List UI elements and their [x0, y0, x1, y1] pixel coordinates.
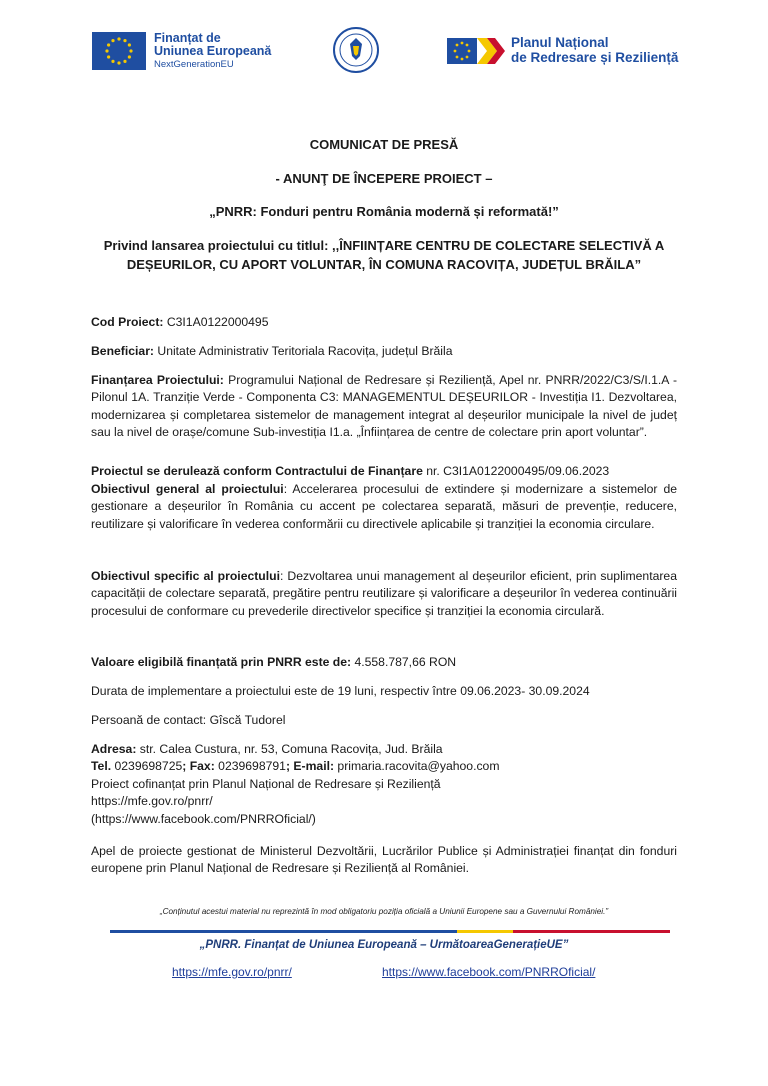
general-objective: Obiectivul general al proiectului: Accelerarea procesului de extindere și modernizare a sistemelor de gestionare a deșeurilor în România cu accent pe colectarea separată, măsuri de prevenție, reducere, reutilizare și valorificare în vederea conformării cu directivele aplicabile și tranziției la economia circulare.: [91, 482, 678, 531]
facebook-link[interactable]: (https://www.facebook.com/PNRROficial/): [91, 811, 316, 826]
pnrr-logo-line1: Planul Național: [511, 35, 609, 51]
header-logos: [0, 26, 768, 76]
footer-mfe-link[interactable]: https://mfe.gov.ro/pnrr/: [172, 965, 292, 979]
cofinancing-line: Proiect cofinanțat prin Planul Național de Redresare și Reziliență: [91, 776, 441, 791]
eu-star-icon: [107, 44, 110, 47]
eu-logo-line3: NextGenerationEU: [154, 59, 234, 71]
footer-facebook-link[interactable]: https://www.facebook.com/PNRROficial/: [382, 965, 596, 979]
project-financing: Finanțarea Proiectului: Programului Național de Redresare și Reziliență, Apel nr. PNRR/2022/C3/S/I.1.A - Pilonul 1A. Tranziție Verde - Componenta C3: MANAGEMENTUL DEȘEURILOR - Investiția I1. Dezvoltarea, modernizarea și completarea sistemelor de management integrat al deșeurilor municipale la nivel de județ sau la nivel de orașe/comune Sub-investiția I1.a. „Înființarea de centre de colectare prin aport voluntar”.: [91, 373, 678, 440]
eu-star-icon: [117, 38, 120, 41]
press-release-title: COMUNICAT DE PRESĂ: [309, 137, 459, 152]
project-title: [91, 236, 677, 274]
address-line: Adresa: str. Calea Custura, nr. 53, Comuna Racovița, Jud. Brăila: [91, 742, 443, 756]
footer-divider: [110, 930, 670, 933]
implementation-duration: Durata de implementare a proiectului este de 19 luni, respectiv între 09.06.2023- 30.09.2024: [91, 684, 590, 698]
eu-star-icon: [129, 50, 132, 53]
specific-objective: Obiectivul specific al proiectului: Dezvoltarea unui management al deșeurilor eficient, prin suplimentarea capacității de colectare separată, pregătire pentru reutilizare și valorificare a deșeurilor în vederea continuării procesului de conformare cu prevederile directivelor specifice și tranziției la economia circulară.: [91, 569, 677, 618]
eu-star-icon: [128, 44, 131, 47]
eu-star-icon: [117, 62, 120, 65]
closing-paragraph: Apel de proiecte gestionat de Ministerul Dezvoltării, Lucrărilor Publice și Administrației finanțat din fonduri europene prin Planul Național de Redresare și Reziliență al României.: [91, 844, 677, 876]
eu-flag-icon: [92, 32, 146, 70]
eu-logo-line1: Finanțat de: [154, 31, 221, 45]
eligible-value: Valoare eligibilă finanțată prin PNRR este de: 4.558.787,66 RON: [91, 655, 457, 669]
announcement-subtitle: - ANUNŢ DE ÎNCEPERE PROIECT –: [275, 171, 493, 186]
eu-star-icon: [123, 60, 126, 63]
eu-star-icon: [111, 60, 114, 63]
beneficiary: Beneficiar: Unitate Administrativ Teritoriala Racovița, județul Brăila: [91, 344, 453, 358]
eu-star-icon: [111, 39, 114, 42]
project-title-line1: Privind lansarea proiectului cu titlul: ,,ÎNFIINȚARE CENTRU DE COLECTARE SELECTIVĂ A: [103, 238, 665, 253]
project-code: Cod Proiect: C3I1A0122000495: [91, 315, 269, 329]
footer-disclaimer: „Conținutul acestui material nu reprezintă în mod obligatoriu poziția oficială a Uniunii Europene sau a Guvernului României.”: [159, 907, 609, 916]
pnrr-logo: [447, 34, 678, 68]
government-seal-icon: [332, 26, 380, 74]
eu-star-icon: [107, 56, 110, 59]
eu-star-icon: [123, 39, 126, 42]
eu-logo-line2: Uniunea Europeană: [154, 44, 272, 59]
eu-star-icon: [128, 56, 131, 59]
mfe-link[interactable]: https://mfe.gov.ro/pnrr/: [91, 794, 213, 809]
program-slogan: „PNRR: Fonduri pentru România modernă și reformată!”: [209, 204, 559, 219]
contact-person: Persoană de contact: Gîscă Tudorel: [91, 713, 286, 727]
footer-tagline: „PNRR. Finanțat de Uniunea Europeană – UrmătoareaGenerațieUE”: [199, 939, 569, 951]
pnrr-flag-icon: [447, 34, 505, 68]
eu-star-icon: [105, 50, 108, 53]
contact-block: [91, 741, 677, 828]
project-title-line2: DEȘEURILOR, CU APORT VOLUNTAR, ÎN COMUNA RACOVIȚA, JUDEȚUL BRĂILA”: [126, 257, 642, 272]
financing-contract: Proiectul se derulează conform Contractului de Finanțare nr. C3I1A0122000495/09.06.2023: [91, 464, 610, 478]
pnrr-logo-line2: de Redresare și Reziliență: [511, 50, 679, 65]
eu-funding-logo: [92, 32, 271, 70]
phone-line: Tel. 0239698725; Fax: 0239698791; E-mail: primaria.racovita@yahoo.com: [91, 759, 500, 774]
